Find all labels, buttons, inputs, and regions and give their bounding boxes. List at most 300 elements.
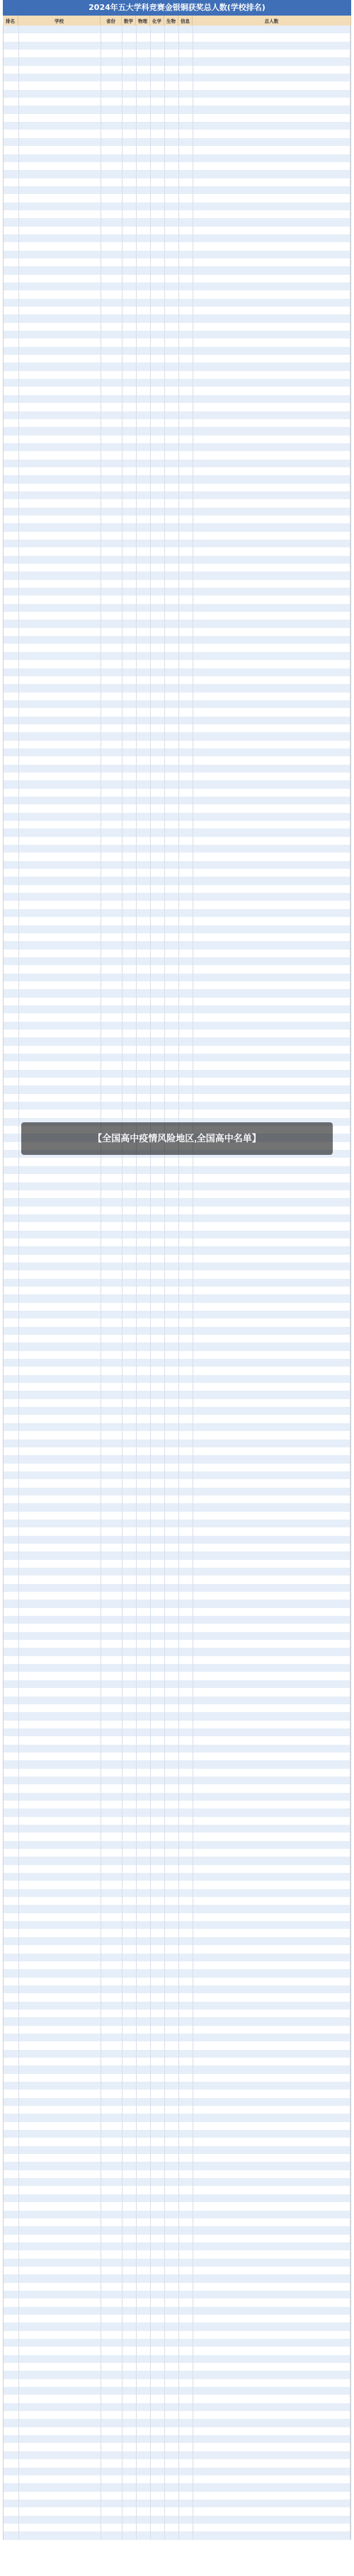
table-cell [101,1294,122,1302]
table-cell [193,1391,350,1398]
table-cell [193,2074,350,2082]
table-cell [4,395,19,403]
table-cell [4,74,19,81]
table-cell [165,676,179,684]
table-cell [193,299,350,307]
table-cell [165,2291,179,2298]
table-cell [101,547,122,555]
table-cell [137,443,151,451]
table-cell [137,2419,151,2427]
table-cell [165,2307,179,2315]
table-cell [122,1054,137,1061]
table-cell [19,981,101,989]
table-cell [151,314,165,322]
table-cell [19,2500,101,2507]
table-cell [165,1440,179,1447]
table-cell [193,2218,350,2226]
table-cell [4,266,19,274]
table-row [4,443,350,451]
table-cell [19,251,101,258]
table-cell [193,186,350,194]
table-cell [101,1736,122,1744]
table-cell [137,2475,151,2483]
table-cell [4,1061,19,1069]
table-cell [193,1712,350,1720]
table-cell [193,1013,350,1021]
table-cell [122,684,137,692]
table-cell [101,2531,122,2539]
table-cell [101,732,122,740]
table-cell [19,1961,101,1969]
table-cell [179,1817,193,1825]
table-cell [179,275,193,283]
table-cell [179,717,193,724]
table-cell [101,275,122,283]
table-cell [137,2106,151,2114]
table-cell [4,1697,19,1704]
table-cell [151,2130,165,2138]
table-cell [179,2516,193,2524]
table-cell [122,523,137,531]
table-cell [179,628,193,636]
table-cell [193,1102,350,1110]
table-cell [137,700,151,708]
table-cell [122,1632,137,1640]
table-cell [137,1833,151,1840]
table-cell [165,2411,179,2419]
table-row [4,741,350,748]
table-cell [179,773,193,780]
table-cell [122,1745,137,1753]
table-cell [122,1945,137,1953]
table-cell [137,636,151,644]
table-cell [101,1801,122,1808]
table-cell [101,2331,122,2339]
table-cell [122,1005,137,1013]
table-cell [19,2363,101,2371]
table-cell [165,845,179,853]
table-cell [193,1688,350,1696]
table-cell [122,1415,137,1423]
table-cell [193,2041,350,2049]
table-cell [165,588,179,595]
table-cell [137,741,151,748]
table-cell [179,2194,193,2202]
table-row [4,1423,350,1431]
table-cell [165,90,179,98]
table-cell [19,2347,101,2354]
table-row [4,427,350,435]
table-cell [122,644,137,651]
table-cell [179,741,193,748]
table-row [4,1214,350,1222]
table-row [4,998,350,1005]
table-cell [137,1584,151,1592]
table-row [4,1969,350,1977]
table-row [4,1359,350,1367]
table-cell [151,933,165,941]
table-row [4,2363,350,2371]
table-row [4,1255,350,1263]
table-cell [151,371,165,379]
table-cell [19,917,101,925]
table-cell [122,2170,137,2178]
table-cell [4,797,19,804]
table-cell [165,933,179,941]
table-cell [165,1287,179,1294]
table-cell [137,2483,151,2491]
table-cell [193,1889,350,1897]
table-cell [101,1873,122,1881]
table-cell [179,2226,193,2234]
table-cell [165,484,179,491]
table-cell [193,2259,350,2267]
table-row [4,1335,350,1343]
table-cell [101,925,122,933]
table-cell [193,2058,350,2065]
table-cell [179,1375,193,1383]
table-row [4,411,350,419]
table-cell [101,130,122,137]
table-row [4,2307,350,2315]
table-cell [19,467,101,475]
table-cell [137,724,151,732]
table-row [4,644,350,651]
table-cell [179,154,193,162]
table-cell [137,2274,151,2282]
table-cell [165,363,179,370]
table-cell [179,1503,193,1511]
table-cell [122,1512,137,1520]
table-cell [4,130,19,137]
table-cell [151,451,165,459]
table-row [4,1937,350,1945]
table-cell [165,1255,179,1263]
table-cell [179,708,193,716]
table-cell [179,644,193,651]
table-cell [151,1488,165,1495]
table-cell [151,1575,165,1583]
table-row [4,1793,350,1801]
table-cell [101,227,122,234]
table-cell [137,604,151,612]
table-cell [19,1777,101,1784]
table-cell [101,2468,122,2475]
table-cell [4,81,19,89]
table-cell [101,821,122,828]
table-cell [151,813,165,821]
table-cell [101,1849,122,1857]
table-cell [193,1255,350,1263]
table-cell [19,1263,101,1270]
table-cell [137,628,151,636]
table-cell [151,266,165,274]
table-cell [137,419,151,427]
table-cell [165,435,179,443]
table-cell [137,1383,151,1391]
table-cell [137,1415,151,1423]
table-cell [19,1575,101,1583]
table-row [4,1753,350,1760]
table-cell [137,893,151,901]
table-cell [122,2363,137,2371]
table-cell [165,443,179,451]
table-cell [151,732,165,740]
table-cell [193,773,350,780]
table-cell [122,1721,137,1728]
table-cell [4,2218,19,2226]
table-cell [4,1905,19,1913]
table-row [4,114,350,122]
table-cell [4,1440,19,1447]
table-cell [19,2098,101,2106]
table-cell [151,299,165,307]
table-cell [179,2371,193,2378]
table-cell [101,676,122,684]
table-cell [165,2082,179,2090]
table-cell [101,1808,122,1816]
table-cell [122,2267,137,2274]
table-cell [193,290,350,298]
table-cell [122,1102,137,1110]
table-cell [137,475,151,483]
table-cell [137,387,151,394]
table-cell [19,499,101,507]
table-cell [193,1464,350,1471]
table-cell [101,2500,122,2507]
table-cell [165,2146,179,2154]
table-cell [101,1897,122,1905]
table-cell [137,1905,151,1913]
table-row [4,2339,350,2347]
table-cell [193,1110,350,1117]
table-cell [19,122,101,130]
table-row [4,2475,350,2483]
table-cell [193,612,350,620]
table-cell [193,571,350,579]
table-cell [137,2034,151,2041]
table-cell [101,909,122,917]
table-cell [122,2226,137,2234]
table-row [4,275,350,283]
table-cell [4,612,19,620]
table-cell [193,941,350,949]
table-cell [122,1488,137,1495]
table-cell [101,571,122,579]
table-cell [4,950,19,957]
table-cell [137,1841,151,1849]
table-cell [101,1865,122,1873]
table-cell [122,146,137,154]
table-cell [19,1279,101,1287]
table-cell [19,828,101,836]
table-cell [151,2074,165,2082]
table-cell [193,1270,350,1278]
table-cell [151,1801,165,1808]
table-cell [193,114,350,122]
table-cell [101,1391,122,1398]
table-cell [179,1263,193,1270]
table-cell [4,2371,19,2378]
table-row [4,580,350,588]
table-row [4,1825,350,1833]
table-cell [165,178,179,186]
table-cell [101,2419,122,2427]
table-cell [122,323,137,331]
table-cell [165,893,179,901]
table-cell [101,2315,122,2323]
table-cell [122,1327,137,1335]
table-cell [101,2395,122,2403]
table-cell [151,893,165,901]
table-cell [4,877,19,884]
table-cell [179,1207,193,1214]
table-cell [193,435,350,443]
table-cell [122,950,137,957]
table-cell [19,1030,101,1037]
table-cell [122,419,137,427]
table-row [4,532,350,540]
table-cell [179,1343,193,1350]
table-cell [101,1182,122,1190]
table-cell [137,989,151,997]
table-cell [101,523,122,531]
table-cell [122,283,137,290]
table-cell [151,2274,165,2282]
table-cell [101,2034,122,2041]
table-cell [19,660,101,668]
table-cell [193,1897,350,1905]
table-cell [4,338,19,346]
table-cell [165,724,179,732]
table-cell [4,676,19,684]
table-cell [4,2524,19,2531]
table-cell [101,2065,122,2073]
table-row [4,194,350,202]
table-cell [4,1937,19,1945]
table-cell [101,1825,122,1833]
table-cell [122,780,137,788]
table-cell [122,2395,137,2403]
table-cell [137,491,151,499]
table-cell [179,427,193,435]
table-cell [151,1600,165,1607]
table-cell [4,2186,19,2194]
table-cell [19,998,101,1005]
table-cell [137,2090,151,2097]
table-cell [122,1648,137,1655]
table-cell [151,1158,165,1166]
table-row [4,2355,350,2363]
table-cell [19,1889,101,1897]
table-cell [122,2235,137,2242]
table-cell [101,2403,122,2411]
col-province: 省份 [101,16,122,25]
table-cell [151,1303,165,1311]
table-row [4,1656,350,1664]
table-cell [179,1255,193,1263]
table-row [4,2090,350,2097]
table-cell [4,1551,19,1559]
table-cell [193,1728,350,1736]
table-cell [137,684,151,692]
table-cell [151,2146,165,2154]
table-cell [4,443,19,451]
table-cell [101,1270,122,1278]
table-row [4,1592,350,1600]
table-cell [179,676,193,684]
table-cell [101,708,122,716]
table-cell [151,981,165,989]
table-cell [137,580,151,588]
table-cell [165,451,179,459]
table-cell [193,700,350,708]
table-cell [137,451,151,459]
table-cell [179,338,193,346]
table-cell [4,813,19,821]
table-cell [151,218,165,226]
table-cell [4,2211,19,2218]
table-cell [19,307,101,314]
table-row [4,1961,350,1969]
table-cell [19,1945,101,1953]
table-cell [137,1873,151,1881]
table-row [4,2170,350,2178]
table-cell [165,1889,179,1897]
table-cell [122,837,137,845]
table-row [4,1046,350,1054]
table-cell [151,1777,165,1784]
table-cell [179,2291,193,2298]
table-cell [165,210,179,218]
table-cell [101,1085,122,1093]
table-cell [193,2355,350,2363]
table-cell [165,2211,179,2218]
table-cell [165,2298,179,2306]
table-row [4,1094,350,1102]
table-cell [165,2516,179,2524]
table-cell [101,2363,122,2371]
table-cell [165,114,179,122]
table-row [4,2178,350,2186]
table-cell [165,1993,179,2001]
table-row [4,813,350,821]
table-cell [151,2379,165,2387]
table-cell [193,227,350,234]
table-cell [137,2468,151,2475]
table-cell [193,684,350,692]
table-cell [179,258,193,266]
table-cell [19,2082,101,2090]
table-cell [179,941,193,949]
table-cell [179,612,193,620]
table-cell [101,1608,122,1616]
table-cell [193,933,350,941]
table-cell [193,1263,350,1270]
table-cell [193,2298,350,2306]
table-cell [101,1447,122,1455]
table-cell [19,491,101,499]
table-cell [165,2443,179,2451]
table-cell [151,491,165,499]
table-row [4,2162,350,2170]
table-cell [165,628,179,636]
table-cell [101,242,122,250]
table-cell [165,1664,179,1672]
table-cell [4,1030,19,1037]
table-cell [137,2026,151,2034]
table-cell [4,2379,19,2387]
